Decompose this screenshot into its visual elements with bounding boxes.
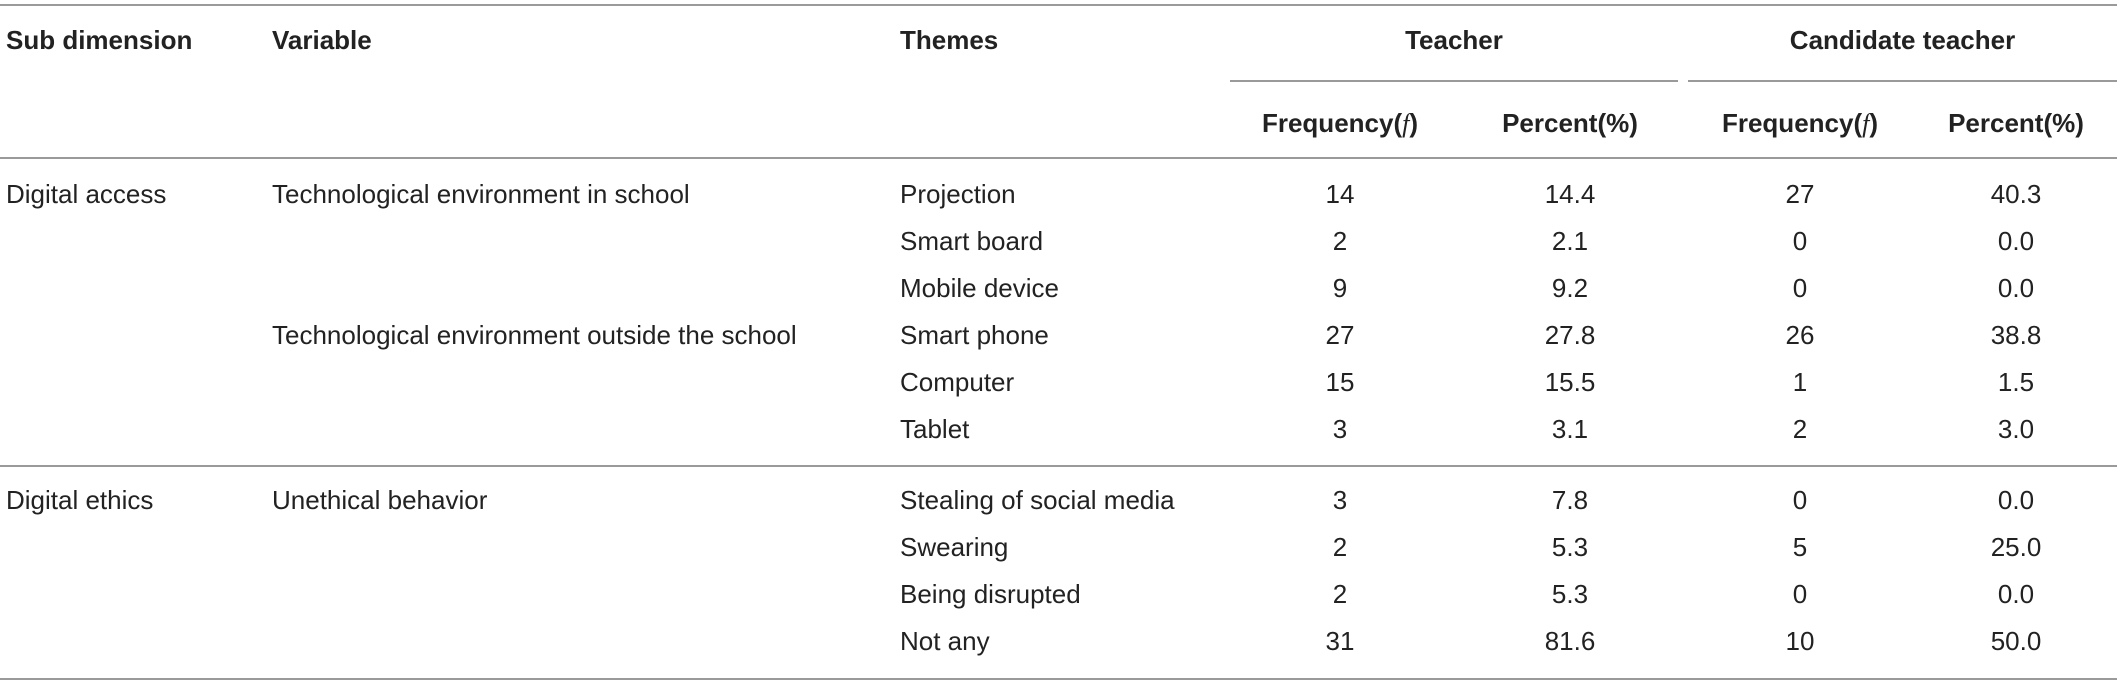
row-8-candidate-percent: 25.0 [1990,532,2042,562]
row-7-variable: Unethical behavior [272,485,488,515]
row-10-candidate-frequency: 10 [1785,626,1815,656]
freq-suffix: ) [1869,108,1879,138]
header-bottom-rule [0,157,2117,159]
row-9-theme: Being disrupted [900,579,1081,609]
row-1-teacher-percent: 14.4 [1544,179,1596,209]
row-6-theme: Tablet [900,414,970,444]
freq-symbol: f [1862,109,1870,138]
row-6-teacher-percent: 3.1 [1551,414,1589,444]
header-teacher-frequency [1230,107,1450,140]
row-3-teacher-frequency: 9 [1332,273,1348,303]
row-5-theme: Computer [900,367,1015,397]
teacher-group-rule [1230,80,1678,82]
row-7-sub-dimension: Digital ethics [6,485,154,515]
candidate-group-rule [1688,80,2117,82]
freq-symbol: f [1402,109,1410,138]
row-9-candidate-frequency: 0 [1792,579,1808,609]
row-3-candidate-percent: 0.0 [1997,273,2035,303]
row-1-candidate-percent: 40.3 [1990,179,2042,209]
row-8-candidate-frequency: 5 [1792,532,1808,562]
freq-prefix: Frequency( [1261,108,1403,138]
row-4-candidate-percent: 38.8 [1990,320,2042,350]
row-1-sub-dimension: Digital access [6,179,167,209]
header-teacher: Teacher [1405,25,1503,55]
row-4-teacher-frequency: 27 [1325,320,1355,350]
row-10-candidate-percent: 50.0 [1990,626,2042,656]
row-1-candidate-frequency: 27 [1785,179,1815,209]
row-8-teacher-frequency: 2 [1332,532,1348,562]
section-divider-rule [0,465,2117,467]
row-3-theme: Mobile device [900,273,1059,303]
freq-suffix: ) [1409,108,1419,138]
row-4-teacher-percent: 27.8 [1544,320,1596,350]
header-variable: Variable [272,25,372,55]
row-7-teacher-percent: 7.8 [1551,485,1589,515]
row-4-candidate-frequency: 26 [1785,320,1815,350]
row-8-theme: Swearing [900,532,1009,562]
row-1-teacher-frequency: 14 [1325,179,1355,209]
row-8-teacher-percent: 5.3 [1551,532,1589,562]
row-10-teacher-percent: 81.6 [1544,626,1596,656]
row-2-teacher-frequency: 2 [1332,226,1348,256]
header-sub-dimension: Sub dimension [6,25,193,55]
row-7-teacher-frequency: 3 [1332,485,1348,515]
row-7-candidate-percent: 0.0 [1997,485,2035,515]
row-4-variable: Technological environment outside the school [272,320,797,350]
row-7-theme: Stealing of social media [900,485,1175,515]
row-10-theme: Not any [900,626,990,656]
row-9-candidate-percent: 0.0 [1997,579,2035,609]
row-5-teacher-percent: 15.5 [1544,367,1596,397]
row-5-candidate-percent: 1.5 [1997,367,2035,397]
row-3-teacher-percent: 9.2 [1551,273,1589,303]
header-teacher-percent: Percent(%) [1502,108,1638,138]
row-9-teacher-percent: 5.3 [1551,579,1589,609]
header-candidate-frequency [1690,107,1910,140]
row-4-theme: Smart phone [900,320,1049,350]
row-2-teacher-percent: 2.1 [1551,226,1589,256]
row-2-candidate-frequency: 0 [1792,226,1808,256]
row-10-teacher-frequency: 31 [1325,626,1355,656]
bottom-rule [0,678,2117,680]
row-3-candidate-frequency: 0 [1792,273,1808,303]
header-candidate-percent: Percent(%) [1948,108,2084,138]
row-1-variable: Technological environment in school [272,179,690,209]
freq-prefix: Frequency( [1721,108,1863,138]
row-9-teacher-frequency: 2 [1332,579,1348,609]
top-rule [0,4,2117,6]
row-2-candidate-percent: 0.0 [1997,226,2035,256]
row-5-candidate-frequency: 1 [1792,367,1808,397]
header-themes: Themes [900,25,999,55]
row-5-teacher-frequency: 15 [1325,367,1355,397]
row-6-candidate-percent: 3.0 [1997,414,2035,444]
row-6-teacher-frequency: 3 [1332,414,1348,444]
header-candidate-teacher: Candidate teacher [1789,25,2016,55]
row-2-theme: Smart board [900,226,1044,256]
row-6-candidate-frequency: 2 [1792,414,1808,444]
row-7-candidate-frequency: 0 [1792,485,1808,515]
row-1-theme: Projection [900,179,1016,209]
